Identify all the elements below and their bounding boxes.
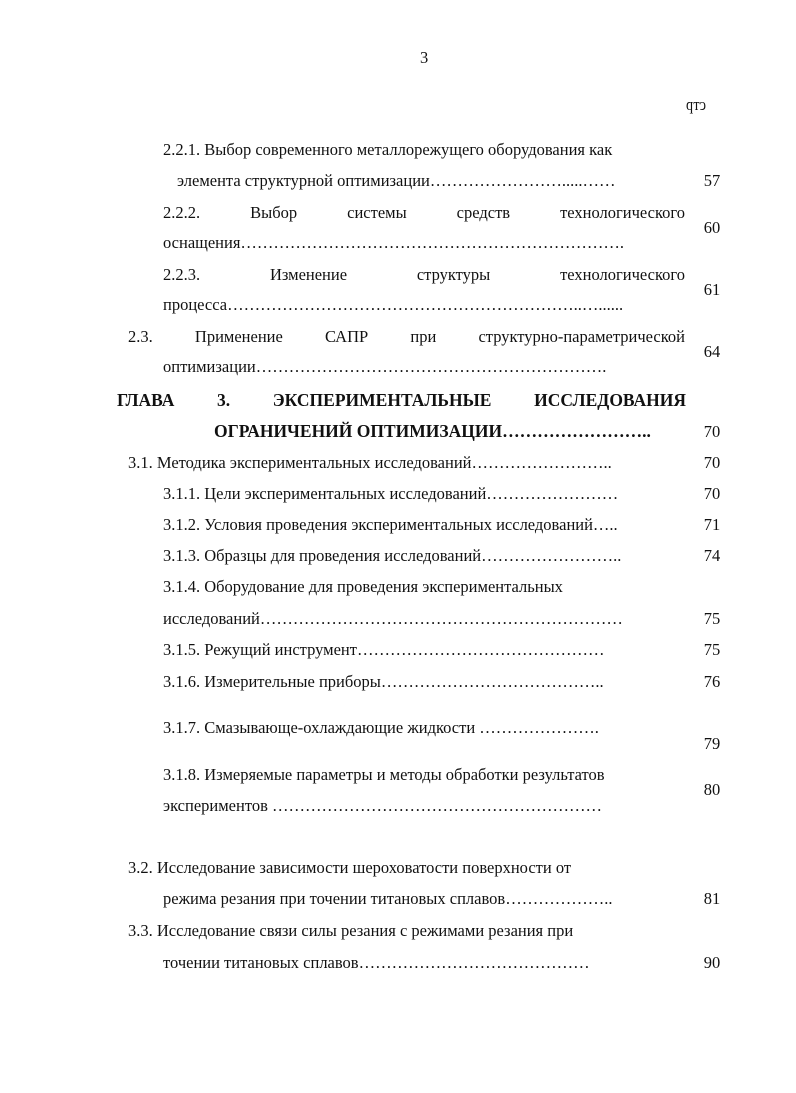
- toc-entry-3-1-5-page: 75: [703, 640, 721, 659]
- toc-entry-2-2-1-line1: 2.2.1. Выбор современного металлорежущего оборудования как: [163, 140, 613, 159]
- toc-word: технологического: [560, 265, 685, 284]
- toc-entry-3-1-7: 3.1.7. Смазывающе-охлаждающие жидкости ………………….: [163, 718, 599, 737]
- toc-entry-3-1-4-page: 75: [703, 609, 721, 628]
- toc-entry-3-1-2: 3.1.2. Условия проведения экспериментальных исследований…..: [163, 515, 618, 534]
- toc-entry-2-2-1-page: 57: [703, 171, 721, 190]
- toc-word: ИССЛЕДОВАНИЯ: [534, 390, 686, 410]
- toc-entry-2-2-1-line2: элемента структурной оптимизации…………………….....……: [177, 171, 616, 190]
- toc-word: структуры: [416, 265, 491, 284]
- toc-word: при: [410, 327, 437, 346]
- toc-word: ЭКСПЕРИМЕНТАЛЬНЫЕ: [272, 390, 492, 410]
- toc-entry-2-2-3-line2: процесса………………………………………………………..…......: [163, 295, 624, 314]
- toc-entry-3-1-8-page: 80: [703, 780, 721, 799]
- toc-entry-3-1-1: 3.1.1. Цели экспериментальных исследований……………………: [163, 484, 619, 503]
- toc-entry-2-2-2-line2: оснащения…………………………………………………………….: [163, 233, 625, 252]
- toc-entry-3-2-line2: режима резания при точении титановых сплавов………………..: [163, 889, 613, 908]
- toc-entry-3-1-3-page: 74: [703, 546, 721, 565]
- chapter-3-page: 70: [703, 422, 721, 441]
- toc-entry-3-1-6-page: 76: [703, 672, 721, 691]
- toc-word: Выбор: [250, 203, 298, 222]
- toc-word: САПР: [325, 327, 369, 346]
- toc-entry-3-3-line2: точении титановых сплавов……………………………………: [163, 953, 590, 972]
- toc-entry-3-1-6: 3.1.6. Измерительные приборы…………………………………..: [163, 672, 604, 691]
- toc-entry-3-1-5: 3.1.5. Режущий инструмент………………………………………: [163, 640, 605, 659]
- toc-entry-3-1-1-page: 70: [703, 484, 721, 503]
- toc-entry-3-2-line1: 3.2. Исследование зависимости шероховатости поверхности от: [128, 858, 572, 877]
- toc-entry-3-1: 3.1. Методика экспериментальных исследований……………………..: [128, 453, 612, 472]
- toc-word: 2.2.2.: [163, 203, 201, 222]
- toc-entry-2-2-2-line1: [163, 203, 685, 223]
- toc-entry-2-3-line2: оптимизации……………………………………………………….: [163, 357, 607, 376]
- toc-entry-3-3-page: 90: [703, 953, 721, 972]
- toc-word: ГЛАВА: [117, 390, 175, 410]
- page-column-header: стр: [685, 95, 706, 114]
- toc-entry-3-2-page: 81: [703, 889, 721, 908]
- toc-word: 2.3.: [128, 327, 153, 346]
- chapter-3-heading-line2: ОГРАНИЧЕНИЙ ОПТИМИЗАЦИИ……………………..: [214, 421, 651, 441]
- toc-entry-3-1-8-line2: экспериментов ……………………………………………………: [163, 796, 602, 815]
- toc-entry-3-1-7-page: 79: [703, 734, 721, 753]
- toc-entry-2-2-2-page: 60: [703, 218, 721, 237]
- toc-word: 3.: [217, 390, 231, 410]
- page-number: 3: [420, 48, 429, 67]
- toc-entry-3-1-4-line2: исследований…………………………………………………………: [163, 609, 623, 628]
- toc-word: Изменение: [269, 265, 348, 284]
- toc-word: средств: [456, 203, 511, 222]
- toc-entry-2-3-page: 64: [703, 342, 721, 361]
- toc-entry-2-2-3-page: 61: [703, 280, 721, 299]
- toc-word: структурно-параметрической: [478, 327, 685, 346]
- toc-entry-3-1-page: 70: [703, 453, 721, 472]
- toc-word: Применение: [194, 327, 283, 346]
- toc-entry-3-1-8-line1: 3.1.8. Измеряемые параметры и методы обработки результатов: [163, 765, 605, 784]
- toc-entry-3-3-line1: 3.3. Исследование связи силы резания с режимами резания при: [128, 921, 574, 940]
- toc-entry-3-1-4-line1: 3.1.4. Оборудование для проведения экспериментальных: [163, 577, 563, 596]
- chapter-3-heading-line1: [117, 390, 686, 411]
- toc-entry-3-1-3: 3.1.3. Образцы для проведения исследований……………………..: [163, 546, 622, 565]
- toc-entry-2-3-line1: [128, 327, 685, 347]
- toc-word: 2.2.3.: [163, 265, 201, 284]
- toc-word: системы: [347, 203, 407, 222]
- toc-entry-2-2-3-line1: [163, 265, 685, 285]
- toc-entry-3-1-2-page: 71: [703, 515, 721, 534]
- toc-word: технологического: [560, 203, 685, 222]
